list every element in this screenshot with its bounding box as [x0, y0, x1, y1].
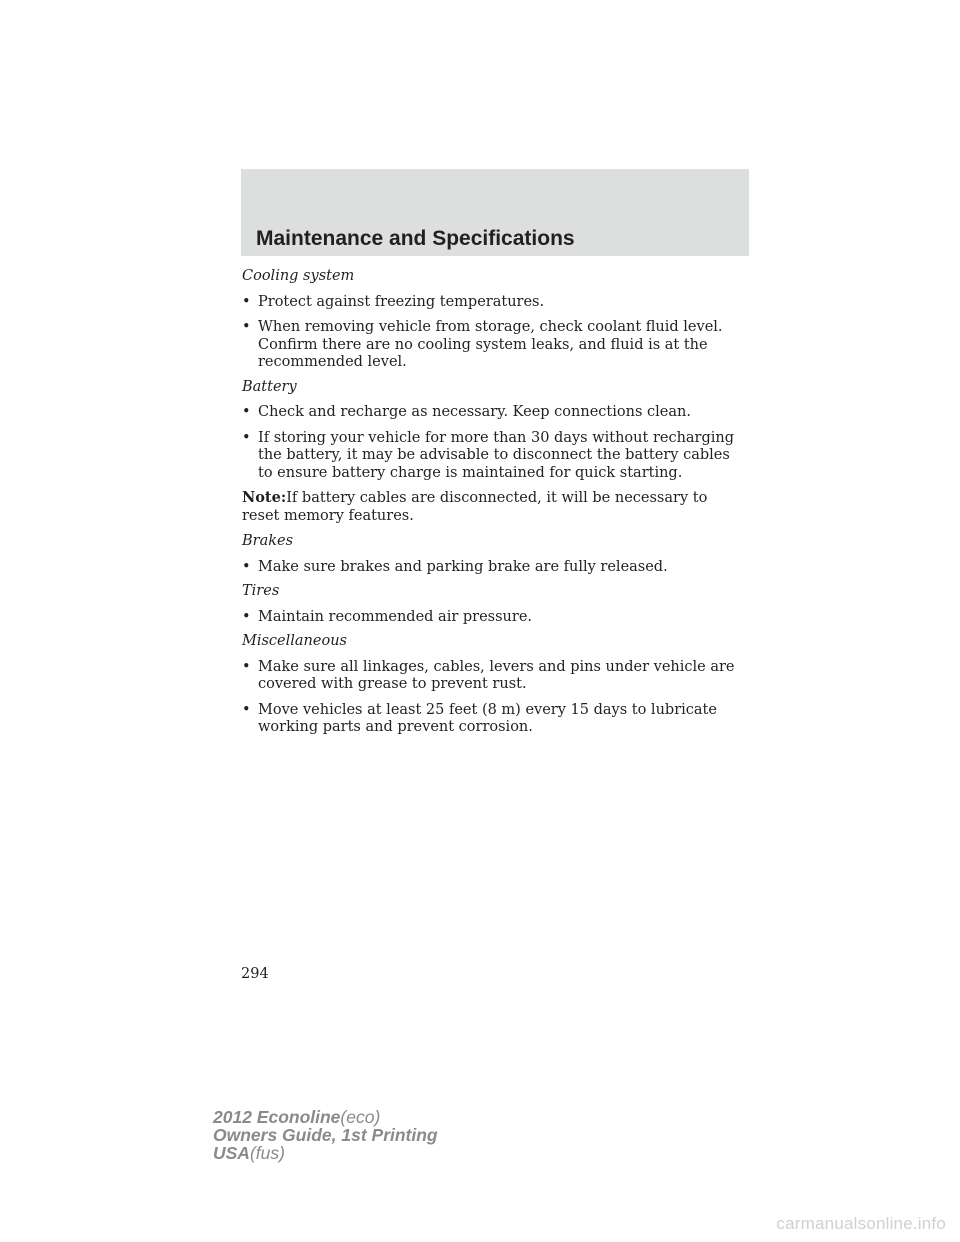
bullet-icon: •: [242, 429, 251, 446]
footer-line-region: [213, 1144, 438, 1162]
section-header-band: [241, 169, 749, 256]
miscellaneous-heading: Miscellaneous: [242, 633, 347, 649]
battery-heading: Battery: [242, 378, 297, 395]
battery-list: [242, 404, 742, 482]
list-item: [242, 659, 742, 694]
list-item: [242, 319, 742, 372]
bullet-icon: •: [242, 701, 251, 718]
list-item-text: Maintain recommended air pressure.: [258, 608, 533, 625]
brakes-list: [242, 559, 742, 577]
note-text: If battery cables are disconnected, it will be necessary to reset memory features.: [242, 490, 708, 524]
bullet-icon: •: [242, 319, 251, 335]
list-item: [242, 559, 742, 577]
brakes-heading: Brakes: [242, 533, 294, 549]
footer-region-code: (fus): [249, 1143, 285, 1163]
bullet-icon: •: [242, 293, 251, 310]
footer-model: 2012 Econoline: [213, 1107, 341, 1127]
tires-list: [242, 609, 742, 627]
list-item-text: Protect against freezing temperatures.: [258, 293, 545, 310]
footer-line-model: [213, 1108, 438, 1126]
document-footer: [213, 1108, 438, 1162]
list-item-text: Make sure brakes and parking brake are fully released.: [258, 558, 668, 575]
bullet-icon: •: [242, 558, 251, 575]
cooling-system-list: [242, 294, 742, 372]
list-item-text: Make sure all linkages, cables, levers and pins under vehicle are covered with grease to prevent rust.: [258, 658, 735, 692]
bullet-icon: •: [242, 658, 251, 675]
list-item-text: When removing vehicle from storage, check coolant fluid level. Confirm there are no cooling system leaks, and fluid is at the recommended level.: [258, 319, 723, 370]
bullet-icon: •: [242, 608, 251, 625]
note-label: Note:: [242, 489, 287, 506]
bullet-icon: •: [242, 404, 251, 420]
miscellaneous-list: [242, 659, 742, 737]
page-content: [242, 268, 742, 744]
list-item: [242, 609, 742, 627]
list-item: [242, 430, 742, 483]
section-title: Maintenance and Specifications: [256, 227, 575, 250]
footer-model-code: (eco): [340, 1107, 381, 1127]
list-item: [242, 294, 742, 312]
battery-note: [242, 489, 742, 525]
list-item-text: If storing your vehicle for more than 30 days without recharging the battery, it may be advisable to disconnect the battery cables to ensure battery charge is maintained for quick starting.: [258, 429, 735, 481]
list-item: [242, 404, 742, 422]
page-number: 294: [241, 966, 269, 982]
list-item-text: Move vehicles at least 25 feet (8 m) every 15 days to lubricate working parts and prevent corrosion.: [258, 701, 717, 735]
footer-region: USA: [213, 1143, 250, 1163]
tires-heading: Tires: [242, 583, 280, 599]
watermark: carmanualsonline.info: [776, 1214, 946, 1233]
cooling-system-heading: Cooling system: [242, 268, 355, 284]
list-item: [242, 702, 742, 737]
list-item-text: Check and recharge as necessary. Keep connections clean.: [258, 404, 691, 420]
footer-line-guide: Owners Guide, 1st Printing: [213, 1125, 438, 1145]
